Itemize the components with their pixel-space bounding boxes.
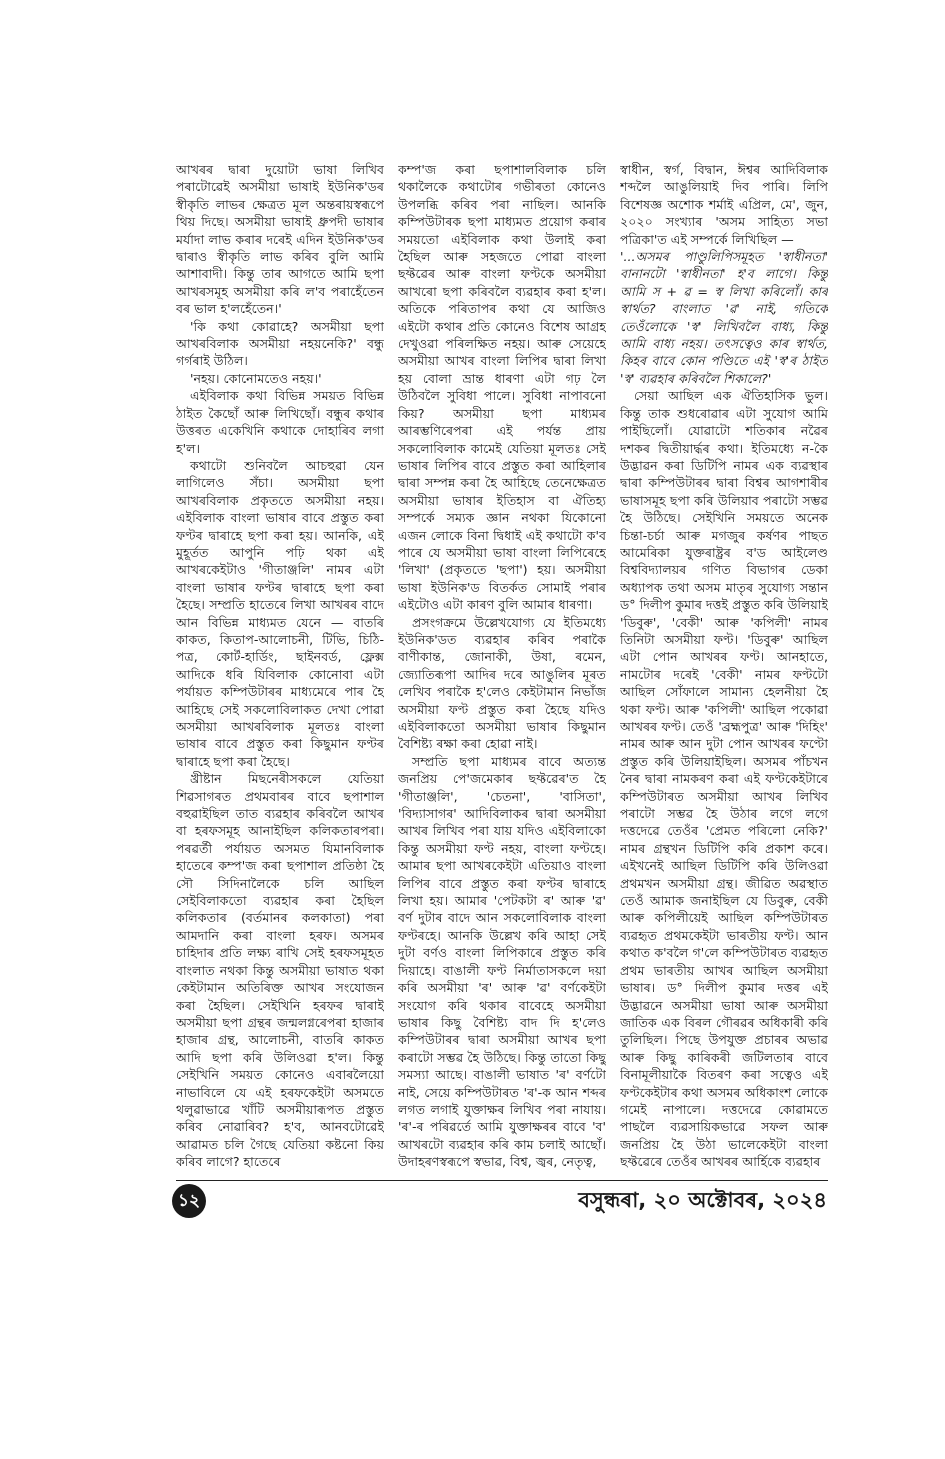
paragraph: আখৰৰ দ্বাৰা দুয়োটা ভাষা লিখিব পৰাটোৱেই অসমীয়া ভাষাই ইউনিক'ডৰ স্বীকৃতি লাভৰ ক্ষেত্ৰত মূল অন্তৰায়স্বৰূপে থিয় দিছে। অসমীয়া ভাষাই ধ্ৰুপদী ভাষাৰ মৰ্যাদা লাভ কৰাৰ দৰেই এদিন ইউনিক'ডৰ দ্বাৰাও স্বীকৃতি লাভ কৰিব বুলি আমি আশাবাদী। কিন্তু তাৰ আগতে আমি ছপা আখৰসমূহ অসমীয়া কৰি ল'ব পৰাহেঁতেন বৰ ভাল হ'লহেঁতেন।' <box>176 162 384 317</box>
paragraph: কম্প'জ কৰা ছপাশালবিলাক চলি থকালৈকে কথাটোৰ গভীৰতা কোনেও উপলব্ধি কৰিব পৰা নাছিল। আনকি কম্পিউটাৰক ছপা মাধ্যমত প্ৰয়োগ কৰাৰ সময়তো এইবিলাক কথা উলাই কৰা হৈছিল আৰু সহজতে পোৱা বাংলা ছফ্টৱেৰ আৰু বাংলা ফণ্টকে অসমীয়া আখৰো ছপা কৰিবলৈ ব্যৱহাৰ কৰা হ'ল। অতিকে পৰিতাপৰ কথা যে আজিও এইটো কথাৰ প্ৰতি কোনেও বিশেষ আগ্ৰহ দেখুওৱা পৰিলক্ষিত নহয়। আৰু সেয়েহে অসমীয়া আখৰ বাংলা লিপিৰ দ্বাৰা লিখা হয় বোলা ভ্ৰান্ত ধাৰণা এটা গঢ় লৈ উঠিবলৈ সুবিধা পালে। সুবিধা নাপাবনো কিয়? অসমীয়া ছপা মাধ্যমৰ আৰম্ভণিৰেপৰা এই পৰ্যন্ত প্ৰায় সকলোবিলাক কামেই যেতিয়া মূলতঃ সেই ভাষাৰ লিপিৰ বাবে প্ৰস্তুত কৰা আহিলাৰ দ্বাৰা সম্পন্ন কৰা হৈ আহিছে তেনেক্ষেত্ৰত অসমীয়া ভাষাৰ ইতিহাস বা ঐতিহ্য সম্পৰ্কে সম্যক জ্ঞান নথকা যিকোনো এজন লোকে বিনা দ্বিধাই এই কথাটো ক'ব পাৰে যে অসমীয়া ভাষা বাংলা লিপিৰেহে 'লিখা' (প্ৰকৃততে 'ছপা') হয়। অসমীয়া ভাষা ইউনিক'ড বিতৰ্কত সোমাই পৰাৰ এইটোও এটা কাৰণ বুলি আমাৰ ধাৰণা। <box>398 162 606 613</box>
paragraph: সেয়া আছিল এক ঐতিহাসিক ভুল। কিন্তু তাক শুধৰোৱাৰ এটা সুযোগ আমি পাইছিলোঁ। যোৱাটো শতিকাৰ নৱৈৰ দশকৰ দ্বিতীয়াৰ্দ্ধৰ কথা। ইতিমধ্যে ন-কৈ উদ্ভাৱন কৰা ডিটিপি নামৰ এক ব্যৱস্থাৰ দ্বাৰা কম্পিউটাৰৰ দ্বাৰা বিশ্বৰ আগশাৰীৰ ভাষাসমূহ ছপা কৰি উলিয়াব পৰাটো সম্ভৱ হৈ উঠিছে। সেইখিনি সময়তে অনেক চিন্তা-চৰ্চা আৰু মগজুৰ কৰ্ষণৰ পাছত আমেৰিকা যুক্তৰাষ্ট্ৰৰ ব'ড আইলেণ্ড বিশ্ববিদ্যালয়ৰ গণিত বিভাগৰ ডেকা অধ্যাপক তথা অসম মাতৃৰ সুযোগ্য সন্তান ড° দিলীপ কুমাৰ দত্তই প্ৰস্তুত কৰি উলিয়াই 'ডিবুৰু', 'বেকী' আৰু 'কপিলী' নামৰ তিনিটা অসমীয়া ফণ্ট। 'ডিবুৰু' আছিল এটা পোন আখৰৰ ফণ্ট। আনহাতে, নামটোৰ দৰেই 'বেকী' নামৰ ফণ্টটো আছিল সোঁফালে সামান্য হেলনীয়া হৈ থকা ফণ্ট। আৰু 'কপিলী' আছিল পকোৱা আখৰৰ ফণ্ট। তেওঁ 'ব্ৰহ্মপুত্ৰ' আৰু 'দিহিং' নামৰ আৰু আন দুটা পোন আখৰৰ ফণ্টো প্ৰস্তুত কৰি উলিয়াইছিল। অসমৰ পাঁচখন নৈৰ দ্বাৰা নামকৰণ কৰা এই ফণ্টকেইটাৰে কম্পিউটাৰত অসমীয়া আখৰ লিখিব পৰাটো সম্ভৱ হৈ উঠাৰ লগে লগে দত্তদেৱে তেওঁৰ 'প্ৰেমত পৰিলো নেকি?' নামৰ গ্ৰন্থখন ডিটিপি কৰি প্ৰকাশ কৰে। এইখনেই আছিল ডিটিপি কৰি উলিওৱা প্ৰথমখন অসমীয়া গ্ৰন্থ। জীৱিত অৱস্থাত তেওঁ আমাক জনাইছিল যে ডিবুৰু, বেকী আৰু কপিলীয়েই আছিল কম্পিউটাৰত ব্যৱহৃত প্ৰথমকেইটা ভাৰতীয় ফণ্ট। আন কথাত ক'বলৈ গ'লে কম্পিউটাৰত ব্যৱহৃত প্ৰথম ভাৰতীয় আখৰ আছিল অসমীয়া ভাষাৰ। ড° দিলীপ কুমাৰ দত্তৰ এই উদ্ভাৱনে অসমীয়া ভাষা আৰু অসমীয়া জাতিক এক বিৰল গৌৰৱৰ অধিকাৰী কৰি তুলিছিল। পিছে উপযুক্ত প্ৰচাৰৰ অভাৱ আৰু কিছু কাৰিকৰী জটিলতাৰ বাবে বিনামূলীয়াকৈ বিতৰণ কৰা সত্বেও এই ফণ্টকেইটাৰ কথা অসমৰ অধিকাংশ লোকে গমেই নাপালে। দত্তদেৱে কোৱামতে পাছলৈ ব্যৱসায়িকভাৱে সফল আৰু জনপ্ৰিয় হৈ উঠা ভালেকেইটা বাংলা ছফ্টৱেৰে তেওঁৰ আখৰৰ আৰ্হিকে ব্যৱহাৰ <box>620 388 828 1170</box>
publication-name-date: বসুন্ধৰা, ২০ অক্টোবৰ, ২০২৪ <box>578 1188 827 1212</box>
page-number-badge: ১২ <box>172 1184 206 1218</box>
footer-divider <box>176 1180 828 1181</box>
paragraph: কথাটো শুনিবলৈ আচহুৱা যেন লাগিলেও সঁচা। অসমীয়া ছপা আখৰবিলাক প্ৰকৃততে অসমীয়া নহয়। এইবিলাক বাংলা ভাষাৰ বাবে প্ৰস্তুত কৰা ফণ্টৰ দ্বাৰাহে ছপা কৰা হয়। আনকি, এই মুহূৰ্তত আপুনি পঢ়ি থকা এই আখৰকেইটাও 'গীতাঞ্জলি' নামৰ এটা বাংলা ভাষাৰ ফণ্টৰ দ্বাৰাহে ছপা কৰা হৈছে। সম্প্ৰতি হাতেৰে লিখা আখৰৰ বাদে আন বিভিন্ন মাধ্যমত যেনে — বাতৰি কাকত, কিতাপ-আলোচনী, টিভি, চিঠি-পত্ৰ, কোৰ্ট-হাৰ্ডিং, ছাইনবৰ্ড, ফ্লেক্স আদিকে ধৰি যিবিলাক কোনোবা এটা পৰ্যায়ত কম্পিউটাৰৰ মাধ্যমেৰে পাৰ হৈ আহিছে সেই সকলোবিলাকত দেখা পোৱা অসমীয়া আখৰবিলাক মূলতঃ বাংলা ভাষাৰ বাবে প্ৰস্তুত কৰা কিছুমান ফণ্টৰ দ্বাৰাহে ছপা কৰা হৈছে। <box>176 457 384 769</box>
paragraph: খ্ৰীষ্টান মিছনেৰীসকলে যেতিয়া শিৱসাগৰত প্ৰথমবাৰৰ বাবে ছপাশাল বহুৱাইছিল তাত ব্যৱহাৰ কৰিবলৈ আখৰ বা হৰফসমূহ আনাইছিল কলিকতাৰপৰা। পৰৱৰ্তী পৰ্যায়ত অসমত যিমানবিলাক হাতেৰে কম্প'জ কৰা ছপাশাল প্ৰতিষ্ঠা হৈ সৌ সিদিনালৈকে চলি আছিল সেইবিলাকতো ব্যৱহাৰ কৰা হৈছিল কলিকতাৰ (বৰ্তমানৰ কলকাতা) পৰা আমদানি কৰা বাংলা হৰফ। অসমৰ চাহিদাৰ প্ৰতি লক্ষ্য ৰাখি সেই হৰফসমূহত বাংলাত নথকা কিন্তু অসমীয়া ভাষাত থকা কেইটামান অতিৰিক্ত আখৰ সংযোজন কৰা হৈছিল। সেইখিনি হৰফৰ দ্বাৰাই অসমীয়া ছপা গ্ৰন্থৰ জন্মলগ্নৰেপৰা হাজাৰ হাজাৰ গ্ৰন্থ, আলোচনী, বাতৰি কাকত আদি ছপা কৰি উলিওৱা হ'ল। কিন্তু সেইখিনি সময়ত কোনেও এবাৰলৈয়ো নাভাবিলে যে এই হৰফকেইটা অসমতে থলুৱাভাৱে খাঁটি অসমীয়াৰূপত প্ৰস্তুত কৰিব নোৱাৰিব? হ'ব, আনবটোৱেই আৱামত চলি গৈছে যেতিয়া কষ্টনো কিয় কৰিব লাগে? হাতেৰে <box>176 771 384 1170</box>
paragraph: সম্প্ৰতি ছপা মাধ্যমৰ বাবে অত্যন্ত জনপ্ৰিয় পে'জমেকাৰ ছফ্টৱেৰ'ত হৈ 'গীতাঞ্জলি', 'চেতনা', 'বাসিতা', 'বিদ্যাসাগৰ' আদিবিলাকৰ দ্বাৰা অসমীয়া আখৰ লিখিব পৰা যায় যদিও এইবিলাকো কিন্তু অসমীয়া ফণ্ট নহয়, বাংলা ফণ্টহে। আমাৰ ছপা আখৰকেইটা এতিয়াও বাংলা লিপিৰ বাবে প্ৰস্তুত কৰা ফণ্টৰ দ্বাৰাহে লিখা হয়। আমাৰ 'পেটকটা ৰ' আৰু 'ৱ' বৰ্ণ দুটাৰ বাদে আন সকলোবিলাক বাংলা ফণ্টৰহে। আনকি উল্লেখ কৰি আহা সেই দুটা বৰ্ণও বাংলা লিপিকাৰে প্ৰস্তুত কৰি দিয়াহে। বাঙালী ফণ্ট নিৰ্মাতাসকলে দয়া কৰি অসমীয়া 'ৰ' আৰু 'ৱ' বৰ্ণকেইটা সংযোগ কৰি থকাৰ বাবেহে অসমীয়া ভাষাৰ কিছু বৈশিষ্ট্য বাদ দি হ'লেও কম্পিউটাৰৰ দ্বাৰা অসমীয়া আখৰ ছপা কৰাটো সম্ভৱ হৈ উঠিছে। কিন্তু তাতো কিছু সমস্যা আছে। বাঙালী ভাষাত 'ৰ' বৰ্ণটো নাই, সেয়ে কম্পিউটাৰত 'ৰ'-ক আন শব্দৰ লগত লগাই যুক্তাক্ষৰ লিখিব পৰা নাযায়। 'ৰ'-ৰ পৰিৱৰ্তে আমি যুক্তাক্ষৰৰ বাবে 'ব' আখৰটো ব্যৱহাৰ কৰি কাম চলাই আছোঁ। উদাহৰণস্বৰূপে স্বভাৱ, বিশ্ব, জ্বৰ, নেতৃত্ব, <box>398 753 606 1170</box>
paragraph: এইবিলাক কথা বিভিন্ন সময়ত বিভিন্ন ঠাইত কৈছোঁ আৰু লিখিছোঁ। বন্ধুৰ কথাৰ উত্তৰত একেখিনি কথাকে দোহাৰিব লগা হ'ল। <box>176 388 384 456</box>
paragraph: 'কি কথা কোৱাহে? অসমীয়া ছপা আখৰবিলাক অসমীয়া নহয়নেকি?' বন্ধু গৰ্গৰাই উঠিল। <box>176 318 384 369</box>
paragraph: স্বাধীন, স্বৰ্গ, বিদ্বান, ঈশ্বৰ আদিবিলাক শব্দলৈ আঙুলিয়াই দিব পাৰি। লিপি বিশেষজ্ঞ অশোক শৰ্মাই এপ্ৰিল, মে', জুন, ২০২০ সংখ্যাৰ 'অসম সাহিত্য সভা পত্ৰিকা'ত এই সম্পৰ্কে লিখিছিল — <box>620 162 828 247</box>
quote-paragraph: '...অসমৰ পাণ্ডুলিপিসমূহত 'স্বাধীনতা' বানানটো 'স্বাধীনতা' হ'ব লাগে। কিন্তু আমি স + ৱ = স্ব লিখা কৰিলোঁ। কাৰ স্বাৰ্থত? বাংলাত 'ৱ' নাই, গতিকে তেওঁলোকে 'স্ব' লিখিবলৈ বাধ্য, কিন্তু আমি বাধ্য নহয়। তৎসত্বেও কাৰ স্বাৰ্থত, কিহৰ বাবে কোন পণ্ডিতে এই 'স্ব'ৰ ঠাইত 'স্ব' ব্যৱহাৰ কৰিবলৈ শিকালে?' <box>620 249 828 386</box>
article-columns <box>176 161 828 1459</box>
column-1 <box>176 161 384 1181</box>
paragraph: 'নহয়। কোনোমতেও নহয়।' <box>190 370 322 386</box>
paragraph: প্ৰসংগক্ৰমে উল্লেখযোগ্য যে ইতিমধ্যে ইউনিক'ডত ব্যৱহাৰ কৰিব পৰাকৈ বাণীকান্ত, জোনাকী, উষা, ৰমেন, জ্যোতিৰূপা আদিৰ দৰে আঙুলিৰ মূৰত লেখিব পৰাকৈ হ'লেও কেইটামান নিভাঁজ অসমীয়া ফণ্ট প্ৰস্তুত কৰা হৈছে যদিও এইবিলাকতো অসমীয়া ভাষাৰ কিছুমান বৈশিষ্ট্য ৰক্ষা কৰা হোৱা নাই। <box>398 614 606 752</box>
column-2 <box>398 161 606 1181</box>
column-3 <box>620 161 828 1181</box>
